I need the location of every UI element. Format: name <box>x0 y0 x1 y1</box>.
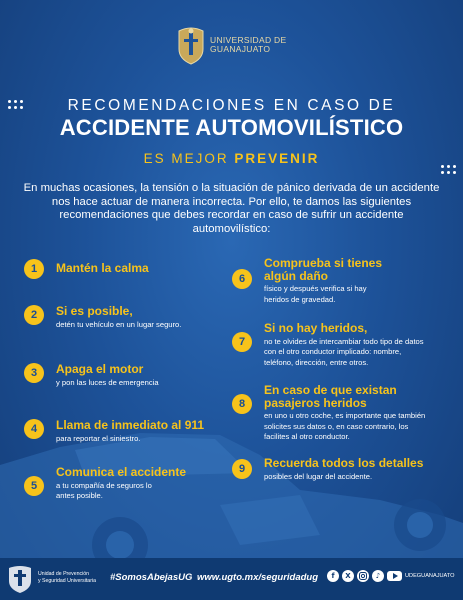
intro-paragraph: En muchas ocasiones, la tensión o la situación de pánico derivada de un accidente nos hace actuar de manera incorrecta. Por ello, te damos las siguientes recomendaciones que debes recordar en caso de sufrir un accidente automovilístico: <box>23 182 440 235</box>
recommendation-title: Apaga el motor <box>56 362 144 376</box>
logo-name-line1: UNIVERSIDAD DE <box>210 35 287 45</box>
crest-icon <box>176 25 206 65</box>
recommendation-6 <box>232 257 432 305</box>
recommendation-title: Si no hay heridos, <box>264 321 368 335</box>
social-links <box>327 570 455 582</box>
title-top: RECOMENDACIONES EN CASO DE <box>67 97 396 114</box>
recommendation-desc: a tu compañía de seguros lo antes posible. <box>56 480 152 500</box>
recommendation-title: Mantén la calma <box>56 261 149 275</box>
number-badge: 4 <box>24 419 44 439</box>
decorative-dots-right <box>441 165 457 181</box>
instagram-icon[interactable] <box>357 570 369 582</box>
footer-unit-line2: y Seguridad Universitaria <box>38 577 96 584</box>
footer-unit-line1: Unidad de Prevención <box>38 571 90 577</box>
recommendation-title: En caso de que existan pasajeros heridos <box>264 383 397 410</box>
footer-bar <box>0 558 463 600</box>
number-badge: 7 <box>232 332 252 352</box>
number-badge: 6 <box>232 269 252 289</box>
number-badge: 2 <box>24 305 44 325</box>
number-badge: 5 <box>24 476 44 496</box>
university-logo <box>176 25 286 65</box>
recommendation-desc: y pon las luces de emergencia <box>56 377 159 387</box>
recommendation-desc: en uno u otro coche, es importante que también solicites sus datos o, en caso contrario, los facilites al otro conductor. <box>264 411 426 441</box>
recommendation-4 <box>24 419 224 444</box>
footer-unit <box>38 571 96 584</box>
recommendation-title: Si es posible, <box>56 304 133 318</box>
recommendation-5 <box>24 466 204 502</box>
recommendation-desc: no te olvides de intercambiar todo tipo de datos con el otro conductor implicado: nombre, teléfono, dirección, entre otros. <box>264 336 424 367</box>
subtitle-part2: PREVENIR <box>234 151 320 166</box>
social-handle: UDEGUANAJUATO <box>405 573 455 579</box>
subtitle-part1: ES MEJOR <box>143 151 235 166</box>
footer-url-link[interactable]: www.ugto.mx/seguridadug <box>197 572 319 583</box>
recommendation-title: Comunica el accidente <box>56 465 187 479</box>
recommendation-8 <box>232 384 432 443</box>
recommendation-title: Llama de inmediato al 911 <box>56 418 205 432</box>
recommendation-1 <box>24 259 214 279</box>
recommendation-9 <box>232 457 442 482</box>
number-badge: 3 <box>24 363 44 383</box>
tiktok-icon[interactable]: ♪ <box>372 570 384 582</box>
page-title: ACCIDENTE AUTOMOVILÍSTICO <box>59 115 404 140</box>
subtitle <box>0 151 463 166</box>
recommendation-title: Comprueba si tienes algún daño <box>264 256 383 283</box>
recommendation-2 <box>24 305 224 330</box>
youtube-icon[interactable] <box>387 571 402 581</box>
number-badge: 8 <box>232 394 252 414</box>
recommendation-7 <box>232 322 432 368</box>
footer-hashtag: #SomosAbejasUG <box>110 572 193 583</box>
number-badge: 9 <box>232 459 252 479</box>
recommendation-title: Recuerda todos los detalles <box>264 456 424 470</box>
recommendation-desc: para reportar el siniestro. <box>56 433 141 443</box>
x-twitter-icon[interactable]: X <box>342 570 354 582</box>
number-badge: 1 <box>24 259 44 279</box>
recommendation-desc: detén tu vehículo en un lugar seguro. <box>56 319 182 329</box>
recommendation-desc: posibles del lugar del accidente. <box>264 471 373 481</box>
footer-crest-icon <box>6 564 34 594</box>
recommendation-desc: físico y después verifica si hay heridos de gravedad. <box>264 284 367 304</box>
facebook-icon[interactable]: f <box>327 570 339 582</box>
logo-name-line2: GUANAJUATO <box>210 44 271 54</box>
recommendation-3 <box>24 363 224 388</box>
